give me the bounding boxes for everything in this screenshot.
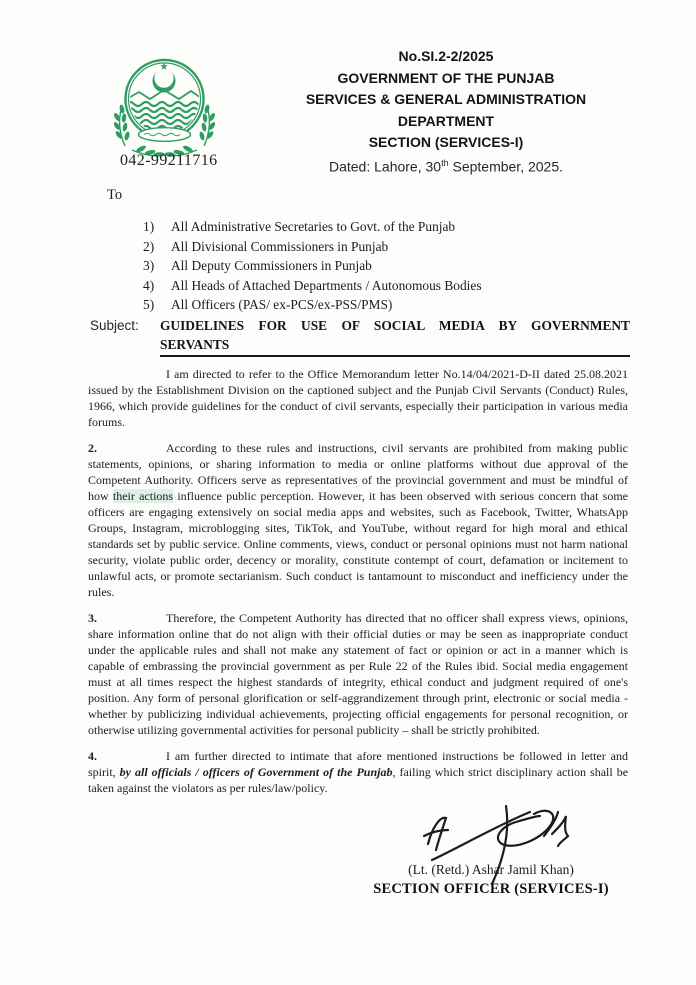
- highlighted-text: their actions: [112, 489, 174, 503]
- dept-line-1: GOVERNMENT OF THE PUNJAB: [337, 69, 555, 86]
- recipient-list: [143, 217, 482, 315]
- signatory-title: SECTION OFFICER (SERVICES-I): [373, 881, 609, 897]
- to-label: To: [107, 187, 123, 203]
- punjab-government-emblem-icon: [112, 54, 224, 160]
- paragraph-3-number: 3.: [88, 611, 97, 625]
- dept-line-2: SERVICES & GENERAL ADMINISTRATION: [305, 91, 587, 107]
- paragraph-3-text: Therefore, the Competent Authority has directed that no officer shall express views, opinions, share information online that do not align with their official duties or may be seen as inappropriate conduct under the applicable rules and shall not make any statement of fact or opinion or act in a manner which is capable of embrassing the provincial government as per Rule 22 of the Rules ibid. Social media engagement must at all times respect the highest standards of integrity, ethical conduct and judgment required of one's position. Any form of personal glorification or self-aggrandizement through print, electronic or social media - whether by publicizing individual achievements, projecting official engagements for personal recognition, or otherwise utilizing governmental activities for personal publicity – shall be strictly prohibited.: [88, 611, 628, 737]
- paragraph-2-text-before: According to these rules and instructions, civil servants are prohibited from making public statements, opinions, or sharing information to media or online platforms without due approval of the Competent Authority. Officers serve as representatives of the provincial government and must be mindful of how: [88, 441, 628, 503]
- date-prefix: Dated: Lahore, 30: [328, 158, 442, 175]
- recipient-row: [143, 217, 482, 237]
- letter-body: [88, 366, 628, 906]
- recipient-text: All Administrative Secretaries to Govt. of the Punjab: [171, 219, 456, 234]
- recipient-row: [143, 295, 482, 315]
- paragraph-4-text-before: I am further directed to intimate that afore mentioned instructions be followed in letter and spirit,: [88, 749, 628, 779]
- paragraph-3: [88, 610, 628, 738]
- recipient-text: All Deputy Commissioners in Punjab: [171, 258, 372, 274]
- subject-title-line2: SERVANTS: [160, 336, 630, 358]
- subject-block: [90, 317, 630, 357]
- paragraph-4: [88, 748, 628, 796]
- recipient-text: All Divisional Commissioners in Punjab: [171, 238, 389, 254]
- reference-number: No.SI.2-2/2025: [398, 48, 494, 64]
- recipient-number: 3): [143, 258, 155, 274]
- paragraph-2-text-after: influence public perception. However, it has been observed with serious concern that some officers are engaging extensively on social media apps and websites, such as Facebook, Twitter, WhatsApp Groups, Instagram, microblogging sites, TikTok, and YouTube, without regard for high moral and ethical standards set by public service. Online comments, views, conduct or personal opinions must not harm national security, violate public order, decency or morality, constitute contempt of court, defamation or incitement to unlawful acts, or promote sectarianism. Such conduct is tantamount to misconduct and inefficiency under the rules.: [88, 489, 628, 599]
- paragraph-4-text-after: , failing which strict disciplinary action shall be taken against the violators as per rules/law/policy.: [88, 765, 629, 795]
- dept-line-3: DEPARTMENT: [397, 112, 495, 129]
- date-ordinal-suffix: th: [441, 158, 449, 168]
- signatory-name: (Lt. (Retd.) Ashar Jamil Khan): [408, 862, 574, 877]
- paragraph-1-text: I am directed to refer to the Office Memorandum letter No.14/04/2021-D-II dated 25.08.2021 issued by the Establishment Division on the captioned subject and the Punjab Civil Servants (Conduct) Rules, 1966, which provide guidelines for the conduct of civil servants, especially their participation in various media forums.: [88, 367, 628, 429]
- paragraph-4-number: 4.: [88, 749, 97, 763]
- recipient-row: [143, 237, 482, 257]
- paragraph-2-number: 2.: [88, 441, 97, 455]
- subject-label: Subject:: [90, 318, 139, 333]
- recipient-text: All Officers (PAS/ ex-PCS/ex-PSS/PMS): [171, 297, 393, 313]
- phone-number: 042-99211716: [120, 152, 218, 169]
- subject-title-line1: GUIDELINES FOR USE OF SOCIAL MEDIA BY GOVERNMENT: [160, 318, 630, 333]
- recipient-row: [143, 256, 482, 276]
- date-suffix: September, 2025.: [448, 158, 564, 175]
- recipient-number: 1): [143, 219, 155, 234]
- date-line: [265, 158, 627, 175]
- letterhead: [285, 46, 607, 154]
- paragraph-2: [88, 440, 628, 600]
- recipient-number: 2): [143, 238, 155, 254]
- signature-block: [88, 806, 628, 906]
- emphasis-text: by all officials / officers of Government of the Punjab: [119, 765, 393, 779]
- recipient-number: 5): [143, 297, 155, 313]
- recipient-number: 4): [143, 277, 155, 293]
- recipient-row: [143, 276, 482, 296]
- dept-line-4: SECTION (SERVICES-I): [368, 134, 524, 150]
- paragraph-1: [88, 366, 628, 430]
- recipient-text: All Heads of Attached Departments / Autonomous Bodies: [171, 277, 482, 293]
